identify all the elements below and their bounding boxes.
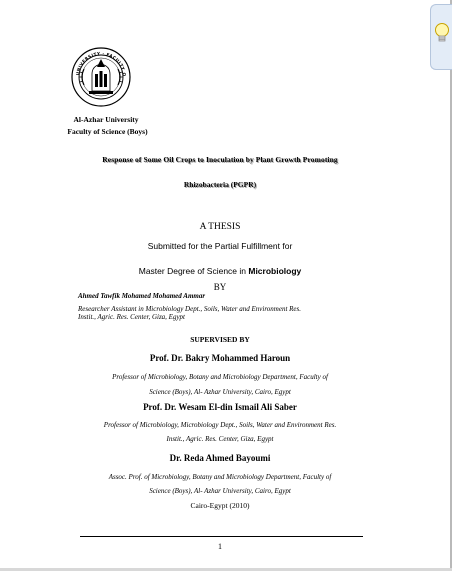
supervisor-2-affiliation-line2: Instit., Agric. Res. Center, Giza, Egypt <box>166 435 274 443</box>
thesis-title-line1: Response of Some Oil Crops to Inoculation by Plant Growth Promoting <box>102 155 338 164</box>
thesis-title-line2: Rhizobacteria (PGPR) <box>183 180 257 189</box>
supervisor-3-affiliation-line1: Assoc. Prof. of Microbiology, Botany and Microbiology Department, Faculty of <box>108 473 332 481</box>
by-label: BY <box>213 282 227 292</box>
page-number: 1 <box>218 542 222 551</box>
supervisor-1-name: Prof. Dr. Bakry Mohammed Haroun <box>149 353 291 363</box>
place-year: Cairo-Egypt (2010) <box>190 501 250 510</box>
supervisor-1-affiliation-line2: Science (Boys), Al- Azhar University, Cairo, Egypt <box>149 388 291 396</box>
author-affiliation-line1: Researcher Assistant in Microbiology Dept., Soils, Water and Environment Res. <box>78 305 302 313</box>
degree-field: Microbiology <box>248 266 302 276</box>
degree-line <box>0 266 440 276</box>
university-name: Al-Azhar University <box>73 115 139 124</box>
supervisor-3-name: Dr. Reda Ahmed Bayoumi <box>169 453 271 463</box>
author-affiliation-line2: Instit., Agric. Res. Center, Giza, Egypt <box>78 313 185 321</box>
degree-prefix: Master Degree of Science in <box>138 266 249 276</box>
supervisor-3-affiliation-line2: Science (Boys), Al- Azhar University, Cairo, Egypt <box>149 487 291 495</box>
lightbulb-icon <box>434 22 450 46</box>
university-seal-logo <box>71 47 131 107</box>
tips-panel-tab[interactable] <box>430 4 452 70</box>
svg-text:AL-AZHAR UNIVERSITY · FACULTY: UNIVERSITY · FACULTY O <box>75 50 128 77</box>
faculty-name: Faculty of Science (Boys) <box>67 127 148 136</box>
supervisor-2-name: Prof. Dr. Wesam El-din Ismail Ali Saber <box>143 402 297 412</box>
footer-divider <box>80 536 363 537</box>
supervised-by-heading: SUPERVISED BY <box>190 335 250 344</box>
thesis-heading: A THESIS <box>199 222 241 232</box>
supervisor-2-affiliation-line1: Professor of Microbiology, Microbiology Dept., Soils, Water and Environment Res. <box>103 421 337 429</box>
author-name: Ahmed Tawfik Mohamed Mohamed Ammar <box>78 292 206 300</box>
supervisor-1-affiliation-line1: Professor of Microbiology, Botany and Microbiology Department, Faculty of <box>112 373 328 381</box>
submitted-line: Submitted for the Partial Fulfillment for <box>147 241 293 251</box>
